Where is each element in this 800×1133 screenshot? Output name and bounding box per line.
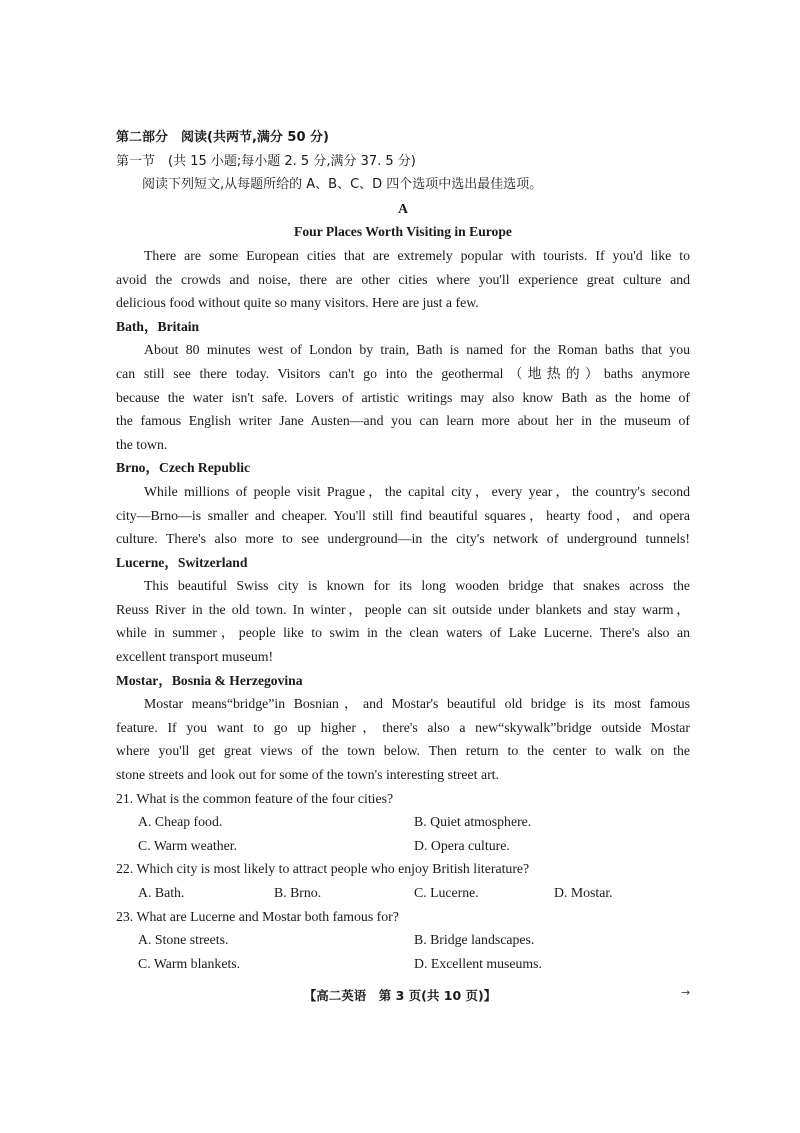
place-heading-lucerne: Lucerne，Switzerland bbox=[116, 554, 248, 570]
text-line: where you'll get great views of the town below. Then return to the center to walk on the bbox=[116, 743, 690, 759]
instruction-text: 阅读下列短文,从每题所给的 A、B、C、D 四个选项中选出最佳选项。 bbox=[142, 177, 543, 193]
passage-title: Four Places Worth Visiting in Europe bbox=[294, 224, 512, 240]
place-heading-brno: Brno，Czech Republic bbox=[116, 460, 251, 476]
text-line: There are some European cities that are extremely popular with tourists. If you'd like to bbox=[144, 247, 690, 263]
text-line: culture. There's also more to see underground—in the city's network of underground tunnels! bbox=[116, 531, 690, 547]
exam-page bbox=[116, 126, 690, 975]
option-b[interactable]: B. Brno. bbox=[274, 885, 322, 900]
question-23: 23. What are Lucerne and Mostar both famous for? bbox=[116, 908, 399, 924]
lucerne-paragraph bbox=[116, 574, 690, 668]
question-22: 22. Which city is most likely to attract people who enjoy British literature? bbox=[116, 861, 530, 877]
option-d[interactable]: D. Opera culture. bbox=[414, 837, 510, 853]
intro-paragraph bbox=[116, 244, 690, 315]
mostar-paragraph bbox=[116, 692, 690, 786]
text-line: the town. bbox=[116, 436, 168, 452]
option-d[interactable]: D. Mostar. bbox=[554, 885, 613, 900]
option-b[interactable]: B. Bridge landscapes. bbox=[414, 932, 535, 948]
text-line: feature. If you want to go up higher，there's also a new“skywalk”bridge outside Mostar bbox=[116, 719, 690, 735]
option-a[interactable]: A. Cheap food. bbox=[138, 814, 223, 830]
place-heading-mostar: Mostar，Bosnia & Herzegovina bbox=[116, 672, 303, 688]
question-21: 21. What is the common feature of the four cities? bbox=[116, 790, 394, 806]
page-footer: 【高二英语 第 3 页(共 10 页)】 bbox=[303, 988, 497, 1003]
text-line: About 80 minutes west of London by train, Bath is named for the Roman baths that you bbox=[144, 342, 690, 358]
option-a[interactable]: A. Stone streets. bbox=[138, 932, 229, 948]
option-b[interactable]: B. Quiet atmosphere. bbox=[414, 814, 532, 830]
text-line: excellent transport museum! bbox=[116, 649, 274, 665]
text-line: can still see there today. Visitors can't go into the geothermal（地热的）baths anymore bbox=[116, 365, 690, 381]
option-c[interactable]: C. Warm weather. bbox=[138, 837, 238, 853]
option-a[interactable]: A. Bath. bbox=[138, 885, 185, 900]
section-heading: 第一节 (共 15 小题;每小题 2. 5 分,满分 37. 5 分) bbox=[116, 153, 416, 169]
passage-letter: A bbox=[398, 200, 408, 216]
text-line: This beautiful Swiss city is known for its long wooden bridge that snakes across the bbox=[144, 578, 690, 594]
text-line: because the water isn't safe. Lovers of artistic writings may also know Bath as the home of bbox=[116, 389, 690, 405]
part-heading: 第二部分 阅读(共两节,满分 50 分) bbox=[116, 130, 329, 145]
arrow-mark-icon: → bbox=[681, 986, 691, 999]
text-line: Mostar means“bridge”in Bosnian，and Mostar's beautiful old bridge is its most famous bbox=[144, 696, 690, 712]
text-line: the famous English writer Jane Austen—and you can learn more about her in the museum of bbox=[116, 413, 690, 429]
text-line: avoid the crowds and noise, there are other cities where you'll experience great culture and bbox=[116, 271, 690, 287]
text-line: While millions of people visit Prague，the capital city，every year，the country's second bbox=[144, 483, 690, 499]
bath-paragraph bbox=[116, 338, 690, 456]
text-line: while in summer，people like to swim in the clean waters of Lake Lucerne. There's also an bbox=[116, 625, 690, 641]
option-d[interactable]: D. Excellent museums. bbox=[414, 955, 542, 971]
place-heading-bath: Bath，Britain bbox=[116, 318, 200, 334]
question-22-options bbox=[116, 881, 690, 905]
option-c[interactable]: C. Lucerne. bbox=[414, 885, 479, 900]
text-line: delicious food without quite so many visitors. Here are just a few. bbox=[116, 295, 479, 311]
question-21-options bbox=[116, 810, 690, 857]
text-line: Reuss River in the old town. In winter，people can sit outside under blankets and stay warm， bbox=[116, 601, 690, 617]
text-line: stone streets and look out for some of the town's interesting street art. bbox=[116, 767, 499, 783]
brno-paragraph bbox=[116, 480, 690, 551]
option-c[interactable]: C. Warm blankets. bbox=[138, 955, 241, 971]
question-23-options bbox=[116, 928, 690, 975]
text-line: city—Brno—is smaller and cheaper. You'll still find beautiful squares，hearty food，and opera bbox=[116, 507, 690, 523]
